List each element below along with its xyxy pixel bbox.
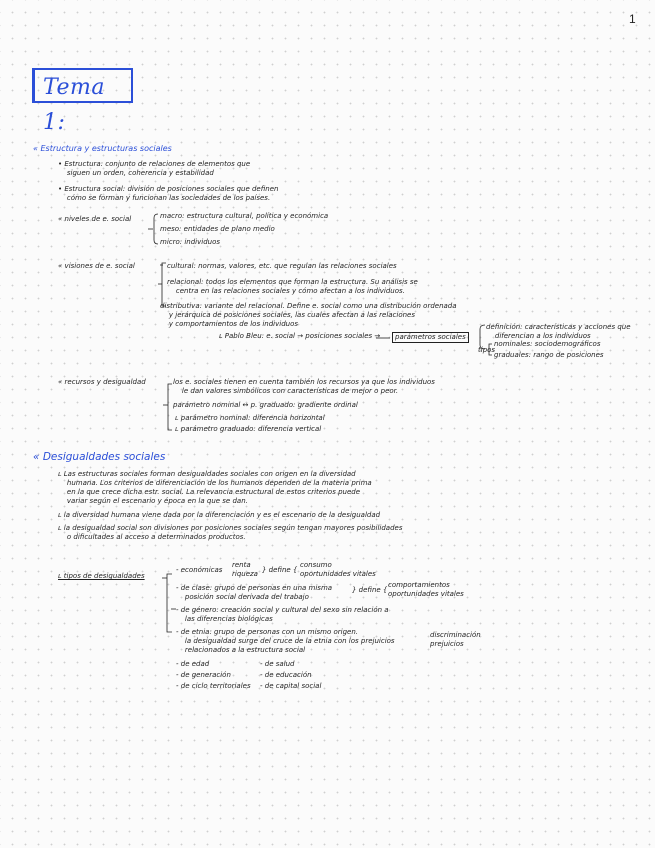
- estructura-social-definition: • Estructura social: división de posiciones sociales que definen cómo se forman y funcionan las sociedades de los países.: [58, 185, 279, 202]
- parametro-graduales: graduales: rango de posiciones: [494, 351, 604, 359]
- vision-relacional: relacional: todos los elementos que forman la estructura. Su análisis se centra en las relaciones sociales y cómo afectan a los individuos.: [167, 278, 418, 295]
- pablo-bleu: ʟ Pablo Bleu: e. social → posiciones sociales →: [219, 332, 381, 340]
- tipo-salud: - de salud: [260, 660, 295, 668]
- desigualdades-p1: ʟ Las estructuras sociales forman desigualdades sociales con origen en la diversidad humana. Los criterios de diferenciación de los humanos dependen de la materia prima en la que crece dicha estr. social. La relevancia estructural de estos criterios puede variar según el escenario y época en la que se dan.: [58, 470, 372, 505]
- vision-distributiva: distributiva: variante del relacional. Define e. social como una distribución ordenada y jerárquica de posiciones sociales, las cuales afectan a las relaciones y comportamientos de los individuos: [160, 302, 457, 328]
- tipo-edad: - de edad: [176, 660, 210, 668]
- page-number: 1: [629, 12, 636, 26]
- nivel-meso: meso: entidades de plano medio: [160, 225, 275, 233]
- desigualdades-p3: ʟ la desigualdad social son divisiones por posiciones sociales según tengan mayores posibilidades o dificultades al acceso a determinados productos.: [58, 524, 403, 541]
- desigualdades-p2: ʟ la diversidad humana viene dada por la diferenciación y es el escenario de la desigualdad: [58, 511, 381, 519]
- tipo-etnia: - de etnia: grupo de personas con un mismo origen. la desigualdad surge del cruce de la etnia con los prejuicios relacionados a la estructura social: [176, 628, 395, 654]
- recursos-label: « recursos y desigualdad: [58, 378, 146, 386]
- parametro-graduado: ʟ parámetro graduado: diferencia vertical: [175, 425, 322, 433]
- section-heading-desigualdades: « Desigualdades sociales: [33, 451, 166, 463]
- parametro-nominal-graduado: parámetro nominal ↔ p. graduado: gradiente ordinal: [173, 401, 358, 409]
- parametro-nominales: nominales: sociodemográficos: [494, 340, 601, 348]
- estructura-definition: • Estructura: conjunto de relaciones de elementos que siguen un orden, coherencia y estabilidad: [58, 160, 251, 177]
- page-title: Tema 1:: [32, 68, 133, 103]
- section-heading-estructura: « Estructura y estructuras sociales: [33, 144, 172, 153]
- economicas-renta-riqueza: renta riqueza: [232, 561, 258, 578]
- etnia-result: discriminación prejuicios: [430, 631, 481, 648]
- tipos-desigualdades-label: ʟ tipos de desigualdades: [58, 572, 145, 580]
- nivel-micro: micro: individuos: [160, 238, 221, 246]
- parametro-definicion: definición: características y acciones que diferencian a los individuos: [486, 323, 631, 340]
- recursos-text: los e. sociales tienen en cuenta también los recursos ya que los individuos le dan valores simbólicos con características de mejor o peor.: [173, 378, 435, 395]
- tipo-clase: - de clase: grupo de personas en una misma posición social derivada del trabajo: [176, 584, 333, 601]
- vision-cultural: cultural: normas, valores, etc. que regulan las relaciones sociales: [167, 262, 397, 270]
- parametro-nominal: ʟ parámetro nominal: diferencia horizontal: [175, 414, 325, 422]
- parametros-sociales: parámetros sociales: [392, 332, 469, 343]
- economicas-define: } define {: [262, 566, 298, 574]
- economicas-result: consumo oportunidades vitales: [300, 561, 376, 578]
- clase-result: comportamientos oportunidades vitales: [388, 581, 464, 598]
- nivel-macro: macro: estructura cultural, política y económica: [160, 212, 329, 220]
- tipo-economicas: - económicas: [176, 566, 223, 574]
- niveles-label: « niveles de e. social: [58, 215, 132, 223]
- tipo-educacion: - de educación: [260, 671, 312, 679]
- clase-define: } define {: [352, 586, 388, 594]
- visiones-label: « visiones de e. social: [58, 262, 135, 270]
- tipo-generacion: - de generación: [176, 671, 231, 679]
- tipo-ciclo: - de ciclo territoriales: [176, 682, 251, 690]
- tipo-capital: - de capital social: [260, 682, 322, 690]
- tipo-genero: - de género: creación social y cultural del sexo sin relación a las diferencias biológicas: [176, 606, 389, 623]
- parametro-tipos-label: tipos: [478, 346, 496, 354]
